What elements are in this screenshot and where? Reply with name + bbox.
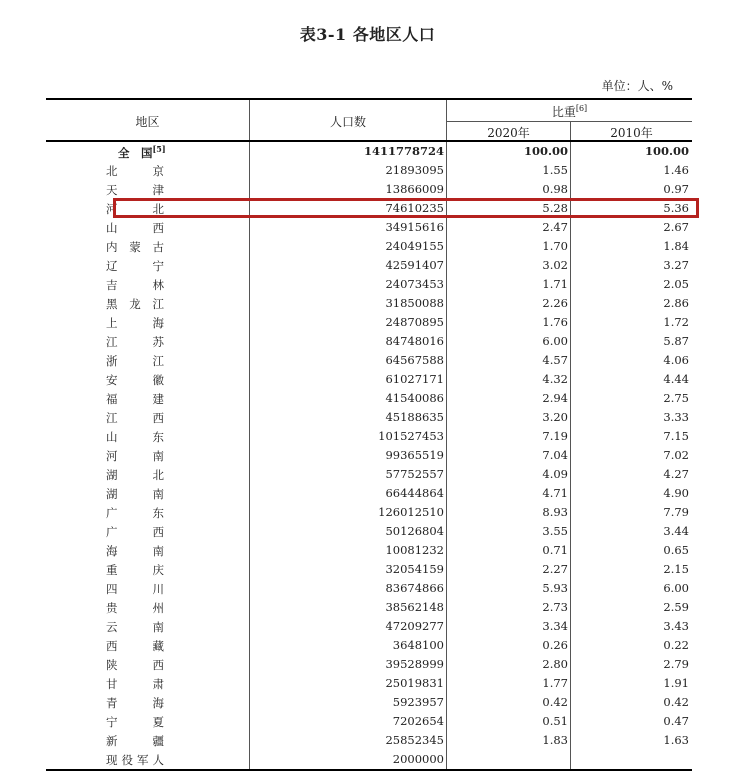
share-2020-cell: 1.70 <box>542 239 568 253</box>
population-cell: 13866009 <box>385 182 444 196</box>
population-cell: 45188635 <box>385 410 444 424</box>
share-2020-cell: 3.20 <box>542 410 568 424</box>
region-cell: 河 北 <box>106 202 164 216</box>
table-row <box>46 731 692 750</box>
header-share-note: [6] <box>575 104 588 113</box>
share-2010-cell: 3.44 <box>663 524 689 538</box>
region-cell: 广 西 <box>106 525 164 539</box>
population-cell: 66444864 <box>385 486 444 500</box>
header-subrule <box>447 121 692 122</box>
share-2020-cell: 3.34 <box>542 619 568 633</box>
region-cell: 广 东 <box>106 506 164 520</box>
population-cell: 74610235 <box>385 201 444 215</box>
share-2020-cell: 0.51 <box>542 714 568 728</box>
population-cell: 32054159 <box>385 562 444 576</box>
population-cell: 5923957 <box>392 695 444 709</box>
region-cell: 海 南 <box>106 544 164 558</box>
table-row <box>46 484 692 503</box>
table-row <box>46 712 692 731</box>
region-cell: 现役军人 <box>106 753 164 767</box>
table-row <box>46 541 692 560</box>
population-cell: 25019831 <box>385 676 444 690</box>
table-row <box>46 389 692 408</box>
population-cell: 39528999 <box>385 657 444 671</box>
region-cell: 山 东 <box>106 430 164 444</box>
share-2010-cell: 1.84 <box>663 239 689 253</box>
share-2010-cell: 0.42 <box>663 695 689 709</box>
region-cell: 山 西 <box>106 221 164 235</box>
table-row <box>46 351 692 370</box>
header-2020: 2020年 <box>487 126 530 140</box>
population-cell: 101527453 <box>378 429 444 443</box>
population-cell: 84748016 <box>385 334 444 348</box>
table-row <box>46 427 692 446</box>
region-cell: 江 西 <box>106 411 164 425</box>
table-row <box>46 465 692 484</box>
population-cell: 24073453 <box>385 277 444 291</box>
share-2020-cell: 1.76 <box>542 315 568 329</box>
population-cell: 24870895 <box>385 315 444 329</box>
population-cell: 41540086 <box>385 391 444 405</box>
population-cell: 21893095 <box>385 163 444 177</box>
table-row <box>46 636 692 655</box>
table-row <box>46 598 692 617</box>
share-2010-cell: 5.36 <box>663 201 689 215</box>
header-region: 地区 <box>135 115 160 129</box>
region-cell: 新 疆 <box>106 734 164 748</box>
unit-label: 单位：人、% <box>601 79 673 93</box>
table-row <box>46 579 692 598</box>
region-cell: 湖 北 <box>106 468 164 482</box>
share-2010-cell: 2.15 <box>663 562 689 576</box>
share-2020-cell: 7.04 <box>542 448 568 462</box>
population-cell: 3648100 <box>392 638 444 652</box>
share-2020-cell: 0.71 <box>542 543 568 557</box>
region-cell: 辽 宁 <box>106 259 164 273</box>
share-2020-cell: 2.47 <box>542 220 568 234</box>
share-2020-cell: 100.00 <box>523 144 568 158</box>
share-2020-cell: 5.28 <box>542 201 568 215</box>
share-2020-cell: 3.55 <box>542 524 568 538</box>
table-row <box>46 294 692 313</box>
region-cell: 内蒙古 <box>106 240 164 254</box>
share-2010-cell: 2.75 <box>663 391 689 405</box>
share-2020-cell: 2.94 <box>542 391 568 405</box>
share-2020-cell: 2.27 <box>542 562 568 576</box>
share-2020-cell: 4.32 <box>542 372 568 386</box>
population-cell: 126012510 <box>378 505 444 519</box>
table-row <box>46 256 692 275</box>
population-cell: 57752557 <box>385 467 444 481</box>
region-cell: 青 海 <box>106 696 164 710</box>
table-body <box>46 142 692 769</box>
table-row <box>46 408 692 427</box>
region-cell: 吉 林 <box>106 278 164 292</box>
region-cell: 福 建 <box>106 392 164 406</box>
share-2010-cell: 7.02 <box>663 448 689 462</box>
table-row <box>46 522 692 541</box>
region-cell: 全 国[5] <box>118 144 166 160</box>
share-2010-cell: 3.43 <box>663 619 689 633</box>
share-2010-cell: 100.00 <box>644 144 689 158</box>
population-cell: 99365519 <box>385 448 444 462</box>
table-row <box>46 237 692 256</box>
population-cell: 42591407 <box>385 258 444 272</box>
share-2010-cell: 4.06 <box>663 353 689 367</box>
population-cell: 10081232 <box>385 543 444 557</box>
share-2010-cell: 2.86 <box>663 296 689 310</box>
population-cell: 7202654 <box>392 714 444 728</box>
share-2010-cell: 0.47 <box>663 714 689 728</box>
region-cell: 安 徽 <box>106 373 164 387</box>
share-2010-cell: 7.79 <box>663 505 689 519</box>
population-cell: 34915616 <box>385 220 444 234</box>
share-2010-cell: 6.00 <box>663 581 689 595</box>
table-row <box>46 370 692 389</box>
share-2010-cell: 1.91 <box>663 676 689 690</box>
population-cell: 50126804 <box>385 524 444 538</box>
share-2010-cell: 4.27 <box>663 467 689 481</box>
share-2020-cell: 1.71 <box>542 277 568 291</box>
region-cell: 甘 肃 <box>106 677 164 691</box>
header-2010: 2010年 <box>610 126 653 140</box>
table-row-total <box>46 142 692 161</box>
share-2010-cell: 1.63 <box>663 733 689 747</box>
region-cell: 宁 夏 <box>106 715 164 729</box>
population-cell: 24049155 <box>385 239 444 253</box>
share-2020-cell: 4.71 <box>542 486 568 500</box>
share-2010-cell: 2.59 <box>663 600 689 614</box>
total-note: [5] <box>152 144 166 154</box>
region-cell: 云 南 <box>106 620 164 634</box>
region-rows <box>46 161 692 769</box>
table-row <box>46 180 692 199</box>
share-2020-cell: 4.09 <box>542 467 568 481</box>
region-cell: 湖 南 <box>106 487 164 501</box>
share-2020-cell: 5.93 <box>542 581 568 595</box>
table-row <box>46 313 692 332</box>
share-2010-cell: 2.79 <box>663 657 689 671</box>
region-cell: 重 庆 <box>106 563 164 577</box>
population-cell: 64567588 <box>385 353 444 367</box>
region-cell: 河 南 <box>106 449 164 463</box>
share-2020-cell: 2.73 <box>542 600 568 614</box>
share-2010-cell: 1.72 <box>663 315 689 329</box>
region-cell: 上 海 <box>106 316 164 330</box>
share-2020-cell: 3.02 <box>542 258 568 272</box>
table-row <box>46 161 692 180</box>
population-cell: 31850088 <box>385 296 444 310</box>
region-cell: 江 苏 <box>106 335 164 349</box>
share-2020-cell: 1.77 <box>542 676 568 690</box>
share-2020-cell: 6.00 <box>542 334 568 348</box>
table-row <box>46 655 692 674</box>
share-2010-cell: 2.67 <box>663 220 689 234</box>
table-row <box>46 693 692 712</box>
region-cell: 北 京 <box>106 164 164 178</box>
table-row <box>46 275 692 294</box>
share-2020-cell: 0.98 <box>542 182 568 196</box>
share-2020-cell: 7.19 <box>542 429 568 443</box>
share-2020-cell: 2.80 <box>542 657 568 671</box>
population-cell: 47209277 <box>385 619 444 633</box>
share-2010-cell: 0.97 <box>663 182 689 196</box>
region-cell: 浙 江 <box>106 354 164 368</box>
highlight-box <box>113 198 699 218</box>
region-cell: 陕 西 <box>106 658 164 672</box>
region-cell: 贵 州 <box>106 601 164 615</box>
table-row <box>46 332 692 351</box>
top-rule <box>46 98 692 100</box>
share-2020-cell: 4.57 <box>542 353 568 367</box>
share-2020-cell: 1.83 <box>542 733 568 747</box>
header-share-label: 比重 <box>551 105 576 119</box>
share-2010-cell: 5.87 <box>663 334 689 348</box>
region-cell: 西 藏 <box>106 639 164 653</box>
region-cell: 黑龙江 <box>106 297 164 311</box>
table-title: 表3-1 各地区人口 <box>299 25 436 44</box>
population-cell: 1411778724 <box>363 144 444 158</box>
share-2020-cell: 1.55 <box>542 163 568 177</box>
share-2010-cell: 0.22 <box>663 638 689 652</box>
table-row <box>46 560 692 579</box>
bottom-rule <box>46 769 692 771</box>
table-row <box>46 218 692 237</box>
share-2010-cell: 4.90 <box>663 486 689 500</box>
population-cell: 61027171 <box>385 372 444 386</box>
population-cell: 38562148 <box>385 600 444 614</box>
header-share <box>447 103 692 120</box>
share-2020-cell: 0.42 <box>542 695 568 709</box>
share-2010-cell: 0.65 <box>663 543 689 557</box>
table-row <box>46 750 692 769</box>
region-cell: 四 川 <box>106 582 164 596</box>
table-row <box>46 503 692 522</box>
table-row <box>46 617 692 636</box>
share-2010-cell: 7.15 <box>663 429 689 443</box>
share-2010-cell: 2.05 <box>663 277 689 291</box>
share-2020-cell: 2.26 <box>542 296 568 310</box>
table-row <box>46 674 692 693</box>
region-cell: 天 津 <box>106 183 164 197</box>
share-2020-cell: 8.93 <box>542 505 568 519</box>
population-cell: 2000000 <box>392 752 444 766</box>
share-2010-cell: 4.44 <box>663 372 689 386</box>
population-cell: 83674866 <box>385 581 444 595</box>
share-2010-cell: 3.33 <box>663 410 689 424</box>
header-population: 人口数 <box>329 115 366 129</box>
share-2010-cell: 3.27 <box>663 258 689 272</box>
population-cell: 25852345 <box>385 733 444 747</box>
share-2020-cell: 0.26 <box>542 638 568 652</box>
table-row <box>46 446 692 465</box>
share-2010-cell: 1.46 <box>663 163 689 177</box>
